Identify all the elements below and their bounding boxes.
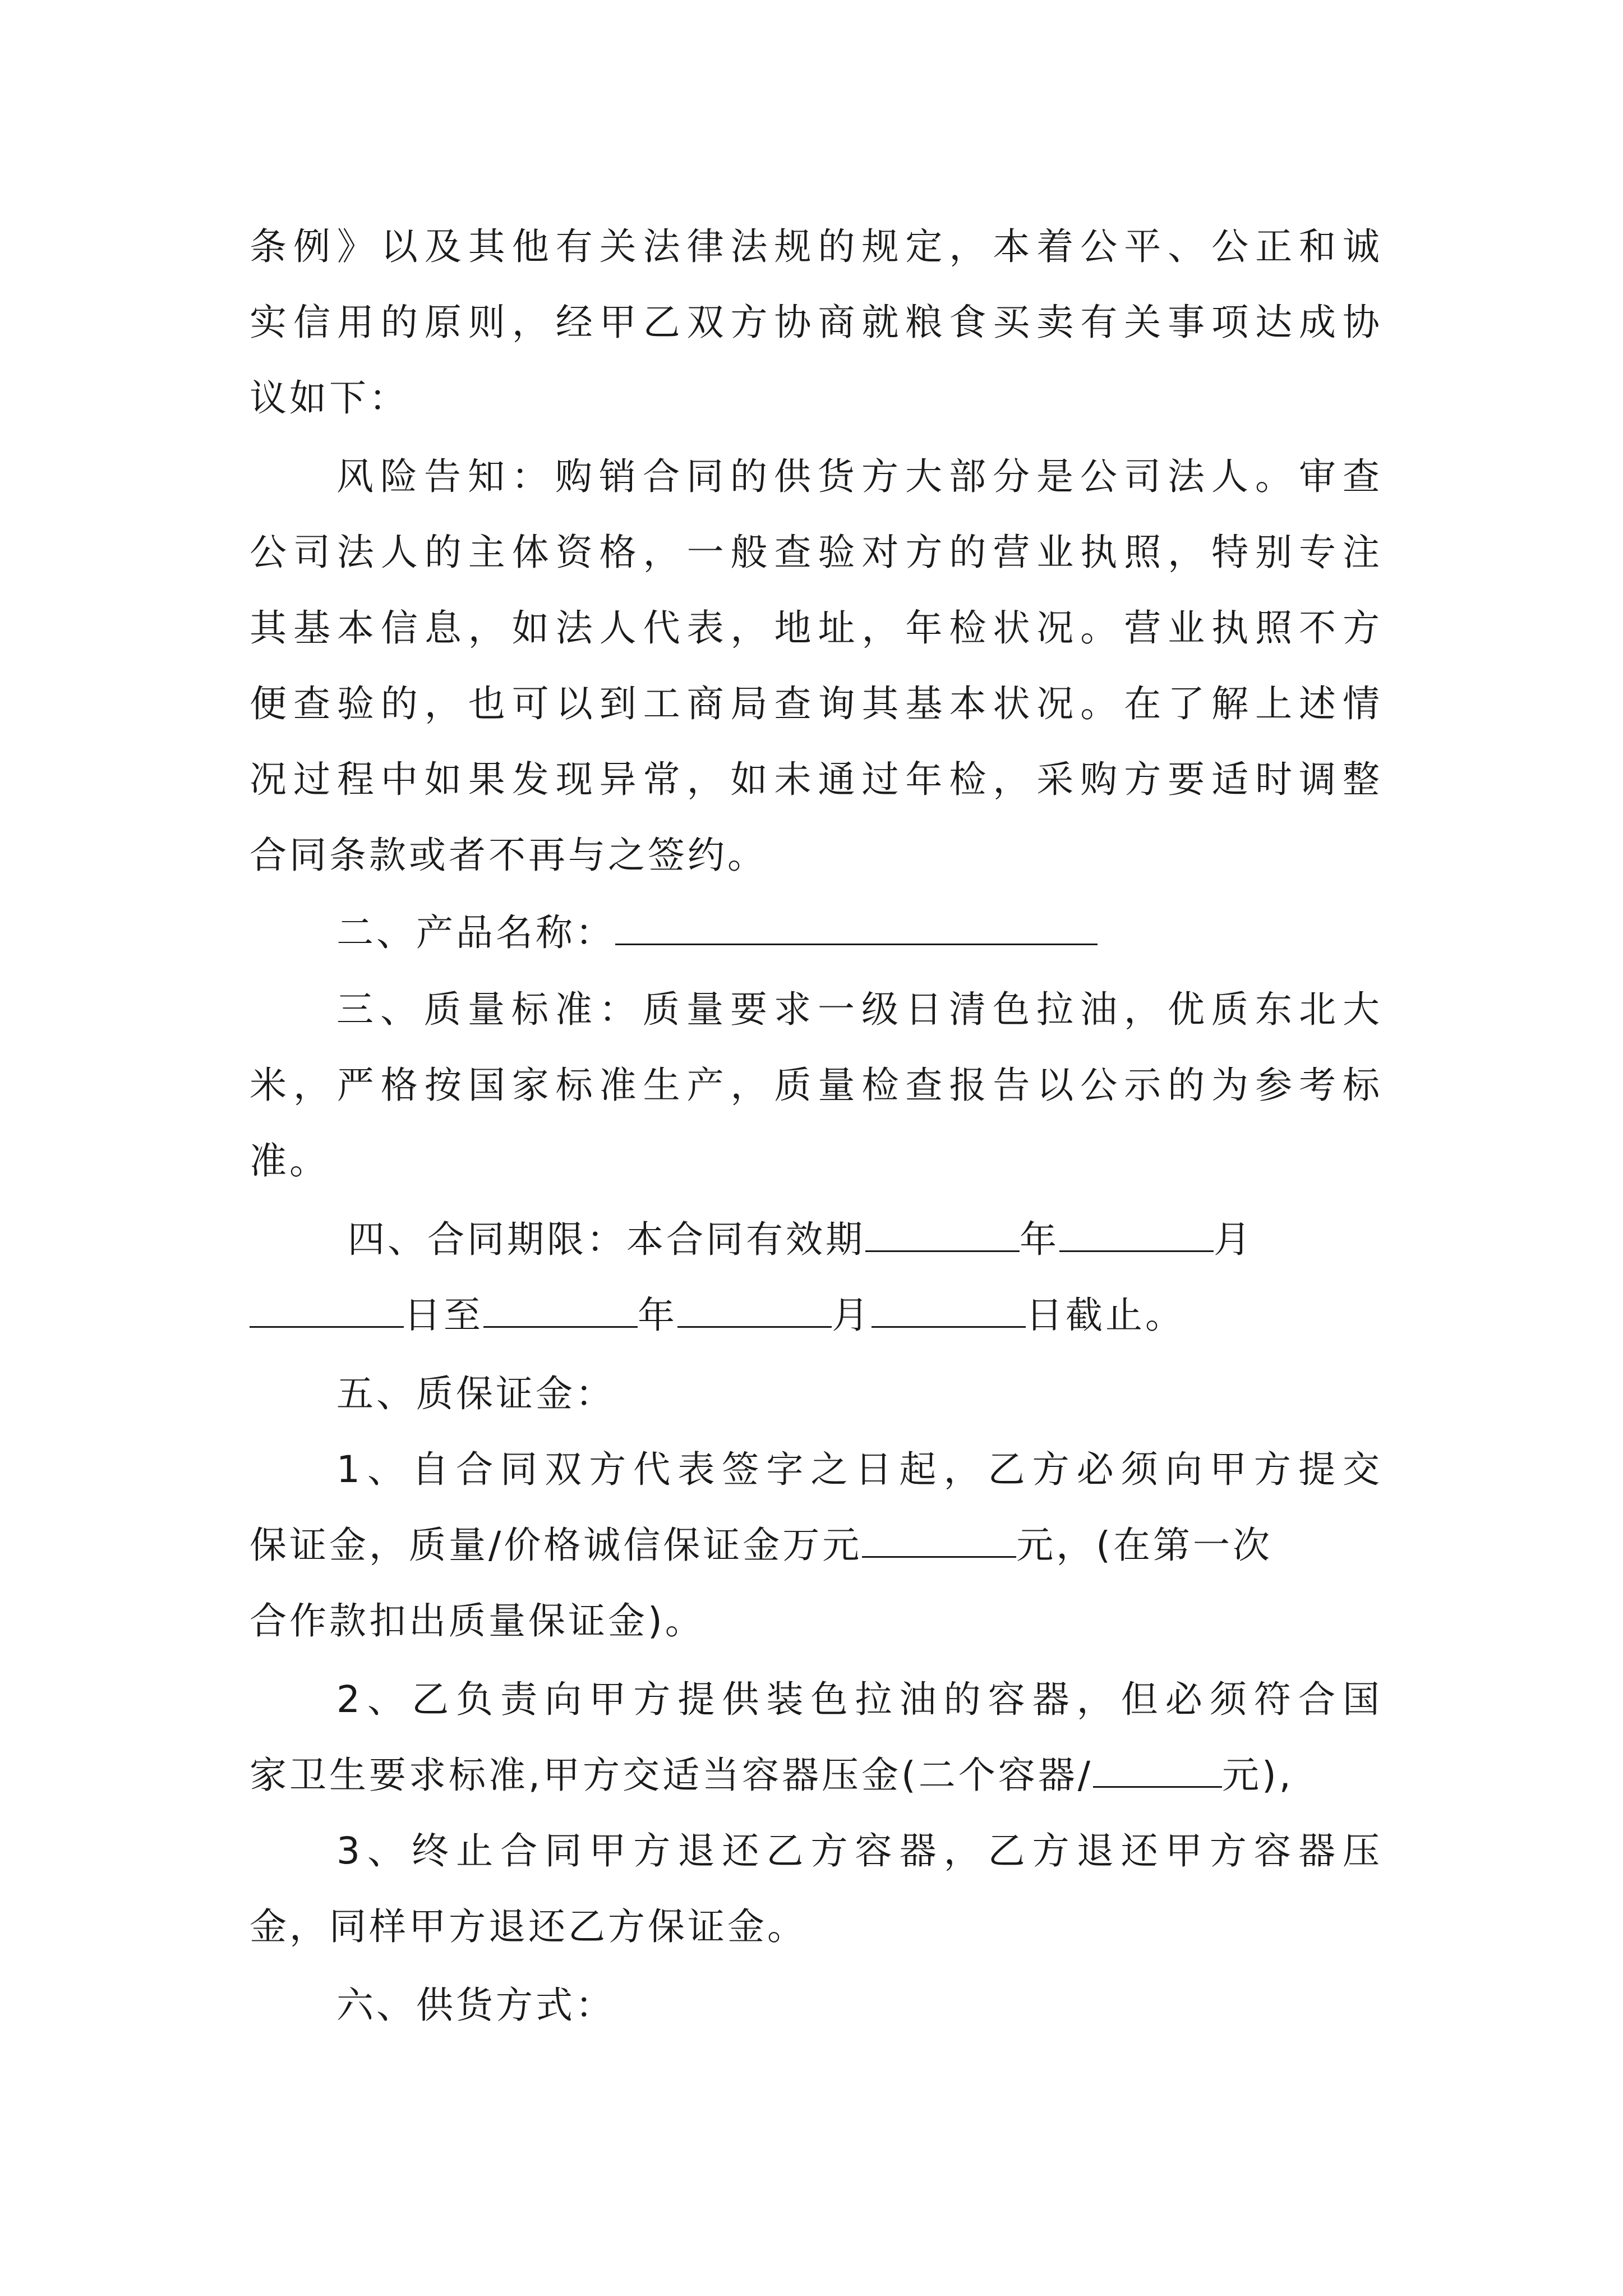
month-blank bbox=[677, 1291, 832, 1328]
year-blank bbox=[483, 1291, 638, 1328]
deposit-text: 元，(在第一次 bbox=[1016, 1524, 1272, 1567]
deposit-amount-blank bbox=[862, 1521, 1016, 1558]
container-deposit-text: 家卫生要求标准,甲方交适当容器压金(二个容器/ bbox=[250, 1754, 1093, 1797]
section-heading: 五、质保证金： bbox=[336, 1372, 615, 1415]
clause-line: 2、乙负责向甲方提供装色拉油的容器，但必须符合国 bbox=[336, 1678, 1382, 1721]
quality-standard-line: 三、质量标准：质量要求一级日清色拉油，优质东北大 bbox=[336, 988, 1382, 1031]
product-name-line bbox=[336, 908, 1098, 958]
year-blank bbox=[865, 1216, 1020, 1252]
day-blank bbox=[250, 1291, 404, 1328]
paragraph-line: 条例》以及其他有关法律法规的规定，本着公平、公正和诚 bbox=[250, 225, 1382, 268]
year-label: 年 bbox=[1020, 1218, 1059, 1261]
day-end-label: 日截止。 bbox=[1026, 1294, 1185, 1337]
clause-line: 3、终止合同甲方退还乙方容器，乙方退还甲方容器压 bbox=[336, 1829, 1382, 1872]
contract-term-line bbox=[348, 1214, 1253, 1265]
paragraph-line: 议如下： bbox=[250, 376, 409, 420]
section-heading: 四、合同期限：本合同有效期 bbox=[348, 1218, 865, 1261]
month-label: 月 bbox=[832, 1294, 872, 1337]
container-deposit-line bbox=[250, 1750, 1294, 1801]
day-blank bbox=[872, 1291, 1026, 1328]
container-deposit-blank bbox=[1093, 1751, 1222, 1788]
paragraph-line: 米，严格按国家标准生产，质量检查报告以公示的为参考标 bbox=[250, 1064, 1382, 1107]
deposit-text: 保证金，质量/价格诚信保证金万元 bbox=[250, 1524, 863, 1567]
paragraph-line: 实信用的原则，经甲乙双方协商就粮食买卖有关事项达成协 bbox=[250, 301, 1382, 344]
paragraph-line: 准。 bbox=[250, 1139, 329, 1182]
paragraph-line: 合作款扣出质量保证金)。 bbox=[250, 1599, 705, 1642]
deposit-line bbox=[250, 1520, 1272, 1571]
month-label: 月 bbox=[1214, 1218, 1253, 1261]
paragraph-line: 金，同样甲方退还乙方保证金。 bbox=[250, 1905, 807, 1948]
risk-notice-line: 风险告知：购销合同的供货方大部分是公司法人。审查 bbox=[336, 455, 1382, 498]
paragraph-line: 便查验的，也可以到工商局查询其基本状况。在了解上述情 bbox=[250, 682, 1382, 725]
paragraph-line: 其基本信息，如法人代表，地址，年检状况。营业执照不方 bbox=[250, 606, 1382, 650]
container-deposit-text: 元), bbox=[1221, 1754, 1294, 1797]
paragraph-line: 况过程中如果发现异常，如未通过年检，采购方要适时调整 bbox=[250, 758, 1382, 801]
month-blank bbox=[1059, 1216, 1214, 1252]
day-to-label: 日至 bbox=[404, 1294, 483, 1337]
clause-line: 1、自合同双方代表签字之日起，乙方必须向甲方提交 bbox=[336, 1448, 1382, 1491]
section-heading: 二、产品名称： bbox=[336, 911, 615, 954]
year-label: 年 bbox=[638, 1294, 677, 1337]
paragraph-line: 合同条款或者不再与之签约。 bbox=[250, 834, 767, 877]
contract-term-line bbox=[250, 1290, 1185, 1341]
section-heading: 六、供货方式： bbox=[336, 1984, 615, 2027]
paragraph-line: 公司法人的主体资格，一般查验对方的营业执照，特别专注 bbox=[250, 531, 1382, 574]
product-name-blank bbox=[615, 909, 1098, 945]
